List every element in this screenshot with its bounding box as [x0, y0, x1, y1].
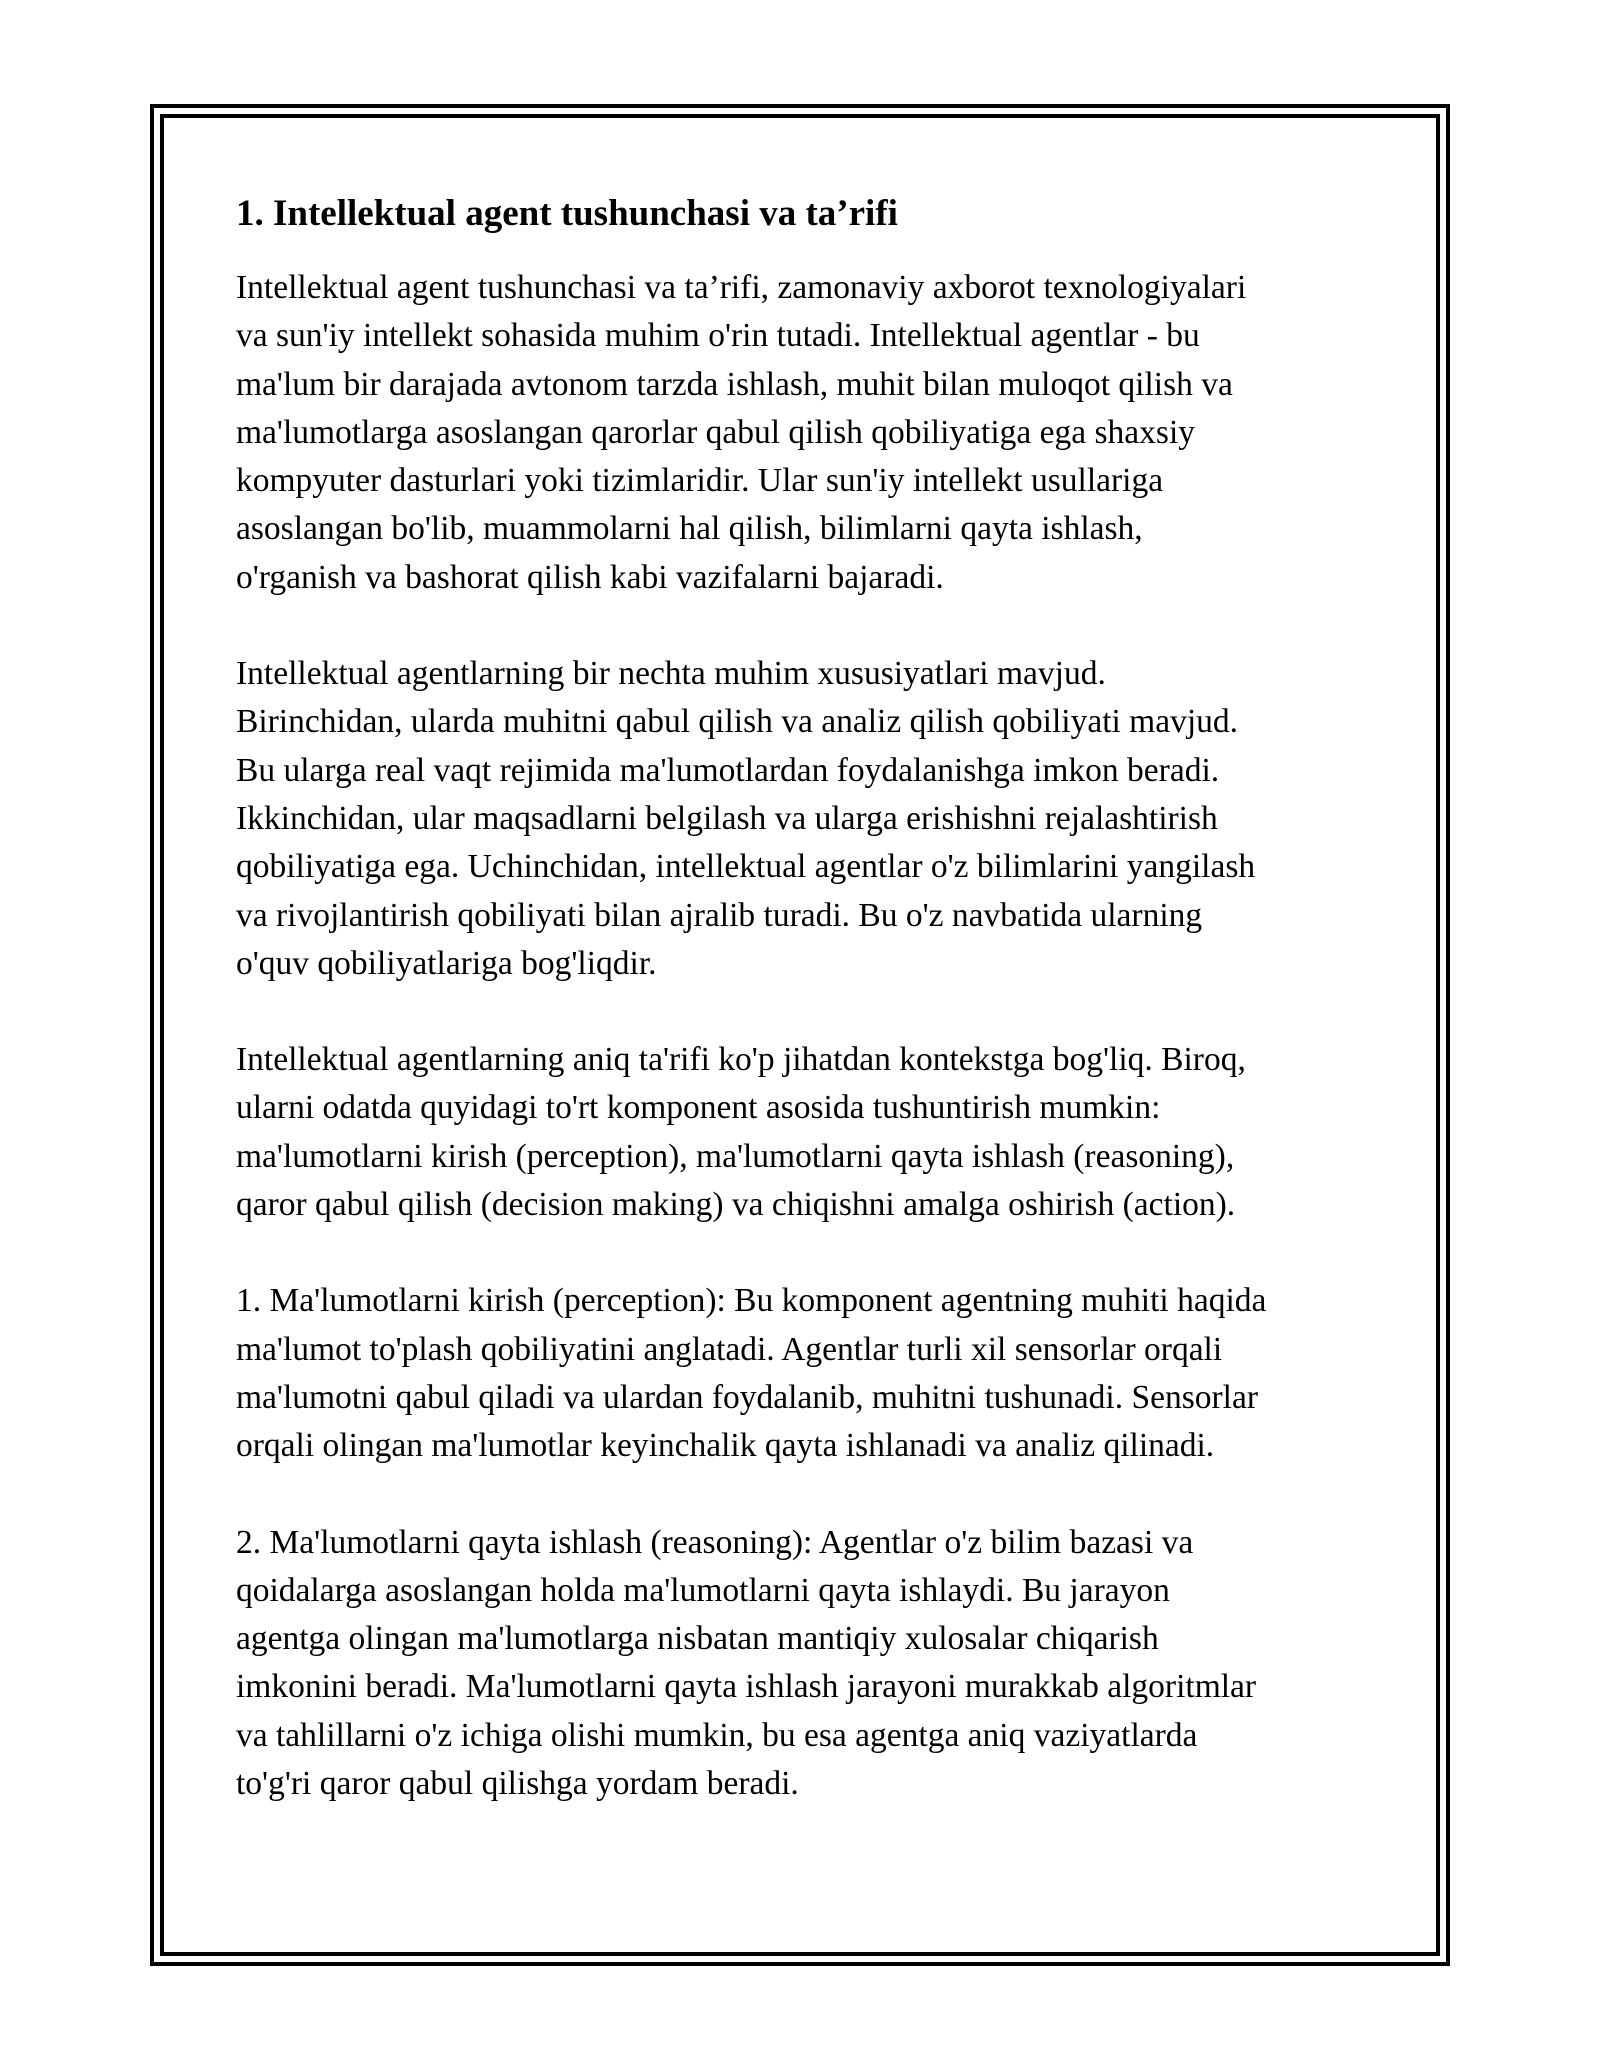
paragraph-features: Intellektual agentlarning bir nechta muhim xususiyatlari mavjud. Birinchidan, ularda muhitni qabul qilish va analiz qilish qobiliyati mavjud. Bu ularga real vaqt rejimida ma'lumotlardan foydalanishga imkon beradi. Ikkinchidan, ular maqsadlarni belgilash va ularga erishishni rejalashtirish qobiliyatiga ega. Uchinchidan, intellektual agentlar o'z bilimlarini yangilash va rivojlantirish qobiliyati bilan ajralib turadi. Bu o'z navbatida ularning o'quv qobiliyatlariga bog'liqdir.	[236, 655, 1256, 982]
paragraph-perception: 1. Ma'lumotlarni kirish (perception): Bu komponent agentning muhiti haqida ma'lumot to'plash qobiliyatini anglatadi. Agentlar turli xil sensorlar orqali ma'lumotni qabul qiladi va ulardan foydalanib, muhitni tushunadi. Sensorlar orqali olingan ma'lumotlar keyinchalik qayta ishlanadi va analiz qilinadi.	[236, 1282, 1267, 1465]
paragraph-definition: Intellektual agent tushunchasi va ta’rifi, zamonaviy axborot texnologiyalari va sun'iy intellekt sohasida muhim o'rin tutadi. Intellektual agentlar - bu ma'lum bir darajada avtonom tarzda ishlash, muhit bilan muloqot qilish va ma'lumotlarga asoslangan qarorlar qabul qilish qobiliyatiga ega shaxsiy kompyuter dasturlari yoki tizimlaridir. Ular sun'iy intellekt usullariga asoslangan bo'lib, muammolarni hal qilish, bilimlarni qayta ishlash, o'rganish va bashorat qilish kabi vazifalarni bajaradi.	[236, 269, 1247, 596]
document-body	[236, 190, 1376, 1856]
section-heading: 1. Intellektual agent tushunchasi va ta’rifi	[236, 193, 898, 234]
paragraph-reasoning: 2. Ma'lumotlarni qayta ishlash (reasoning): Agentlar o'z bilim bazasi va qoidalarga asoslangan holda ma'lumotlarni qayta ishlaydi. Bu jarayon agentga olingan ma'lumotlarga nisbatan mantiqiy xulosalar chiqarish imkonini beradi. Ma'lumotlarni qayta ishlash jarayoni murakkab algoritmlar va tahlillarni o'z ichiga olishi mumkin, bu esa agentga aniq vaziyatlarda to'g'ri qaror qabul qilishga yordam beradi.	[236, 1523, 1257, 1803]
paragraph-components: Intellektual agentlarning aniq ta'rifi ko'p jihatdan kontekstga bog'liq. Biroq, ularni odatda quyidagi to'rt komponent asosida tushuntirish mumkin: ma'lumotlarni kirish (perception), ma'lumotlarni qayta ishlash (reasoning), qaror qabul qilish (decision making) va chiqishni amalga oshirish (action).	[236, 1041, 1246, 1224]
